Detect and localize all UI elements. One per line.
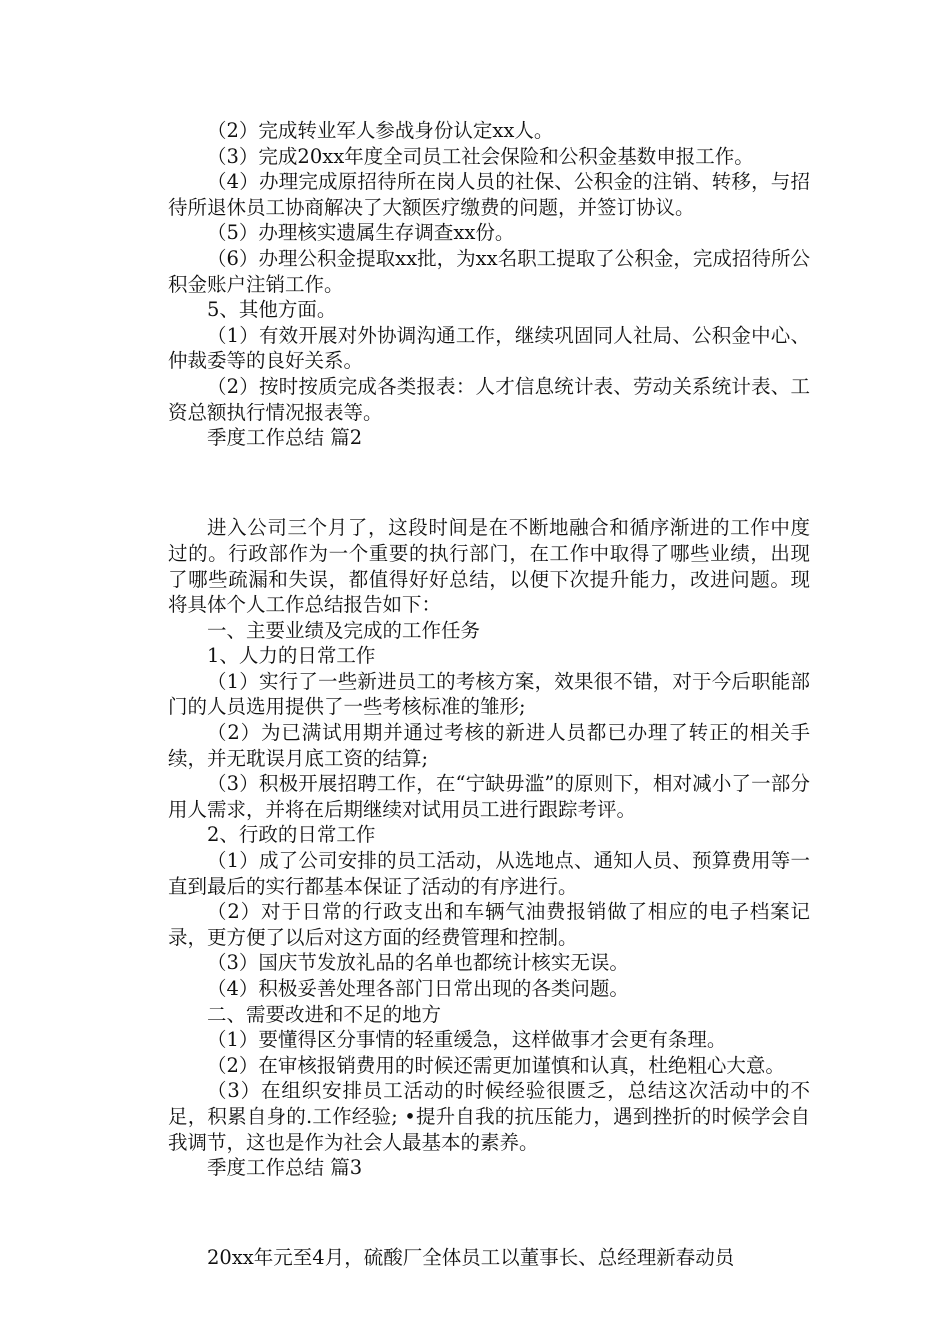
paragraph: 5、其他方面。 — [207, 298, 337, 322]
paragraph: （4）办理完成原招待所在岗人员的社保、公积金的注销、转移，与招待所退休员工协商解决了大额医疗缴费的问题，并签订协议。 — [168, 170, 810, 219]
paragraph: （1）有效开展对外协调沟通工作，继续巩固同人社局、公积金中心、仲裁委等的良好关系。 — [168, 323, 810, 373]
paragraph: （3）国庆节发放礼品的名单也都统计核实无误。 — [207, 951, 629, 975]
paragraph: 20xx年元至4月，硫酸厂全体员工以董事长、总经理新春动员 — [207, 1246, 735, 1270]
blank-line — [168, 1200, 810, 1226]
paragraph: （2）为已满试用期并通过考核的新进人员都已办理了转正的相关手续，并无耽误月底工资的结算; — [168, 721, 810, 770]
paragraph: （1）实行了一些新进员工的考核方案，效果很不错，对于今后职能部门的人员选用提供了一些考核标准的雏形; — [168, 669, 810, 719]
paragraph: （1）要懂得区分事情的轻重缓急，这样做事才会更有条理。 — [207, 1028, 727, 1052]
paragraph: （4）积极妥善处理各部门日常出现的各类问题。 — [207, 977, 629, 1000]
paragraph: 季度工作总结 篇2 — [207, 426, 363, 450]
paragraph: （5）办理核实遗属生存调查xx份。 — [207, 221, 515, 245]
paragraph: （3）在组织安排员工活动的时候经验很匮乏，总结这次活动中的不足，积累自身的.工作经验; •提升自我的抗压能力，遇到挫折的时候学会自我调节，这也是作为社会人最基本的素养。 — [168, 1079, 810, 1154]
paragraph: （2）按时按质完成各类报表：人才信息统计表、劳动关系统计表、工资总额执行情况报表等。 — [168, 374, 810, 424]
blank-line — [168, 470, 810, 496]
paragraph: 二、需要改进和不足的地方 — [207, 1002, 442, 1026]
paragraph: （2）在审核报销费用的时候还需更加谨慎和认真，杜绝粗心大意。 — [207, 1053, 785, 1077]
paragraph: 季度工作总结 篇3 — [207, 1156, 363, 1180]
paragraph: 一、主要业绩及完成的工作任务 — [207, 618, 481, 642]
paragraph: （3）积极开展招聘工作，在“宁缺毋滥”的原则下，相对减小了一部分用人需求，并将在后期继续对试用员工进行跟踪考评。 — [168, 772, 810, 821]
paragraph: （2）完成转业军人参战身份认定xx人。 — [207, 119, 554, 142]
paragraph: （1）成了公司安排的员工活动，从选地点、通知人员、预算费用等一直到最后的实行都基本保证了活动的有序进行。 — [168, 849, 810, 898]
paragraph: 2、行政的日常工作 — [207, 823, 376, 847]
paragraph: 1、人力的日常工作 — [207, 644, 376, 668]
paragraph: 进入公司三个月了，这段时间是在不断地融合和循序渐进的工作中度过的。行政部作为一个重要的执行部门，在工作中取得了哪些业绩，出现了哪些疏漏和失误，都值得好好总结，以便下次提升能力，改进问题。现将具体个人工作总结报告如下： — [168, 516, 810, 617]
paragraph: （6）办理公积金提取xx批，为xx名职工提取了公积金，完成招待所公积金账户注销工作。 — [168, 246, 810, 296]
document-body — [168, 118, 810, 1271]
paragraph: （3）完成20xx年度全司员工社会保险和公积金基数申报工作。 — [207, 144, 754, 168]
paragraph: （2）对于日常的行政支出和车辆气油费报销做了相应的电子档案记录，更方便了以后对这方面的经费管理和控制。 — [168, 900, 810, 949]
